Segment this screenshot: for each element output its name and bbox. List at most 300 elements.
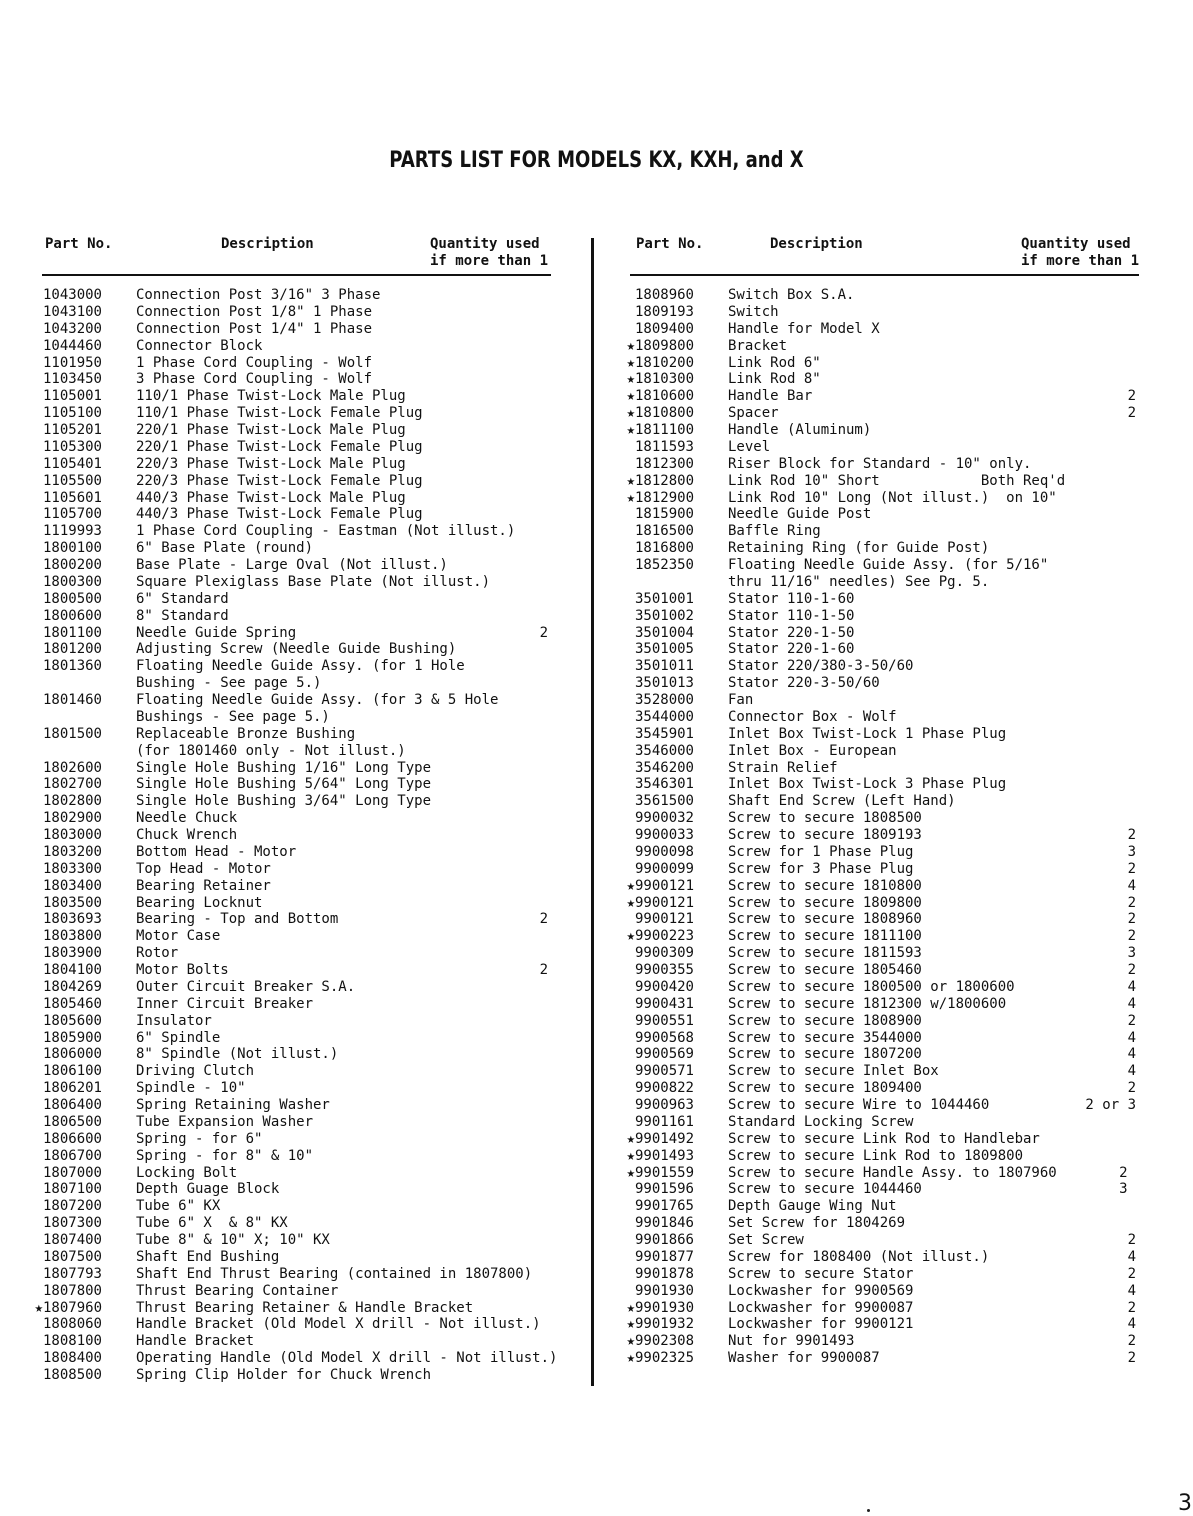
part-number: 1043200: [42, 320, 102, 337]
part-quantity: 2: [1127, 911, 1136, 928]
table-row: [618, 1232, 1148, 1249]
part-quantity: 4: [1127, 1316, 1136, 1333]
table-row: [28, 490, 558, 507]
part-description: Connector Block: [136, 337, 263, 354]
header-part-no: Part No.: [45, 236, 113, 252]
part-number: ★9900121: [626, 894, 694, 911]
part-description: Screw for 1808400 (Not illust.): [728, 1248, 990, 1265]
part-description: Driving Clutch: [136, 1063, 255, 1080]
part-description: Screw to secure Link Rod to 1809800: [728, 1147, 1024, 1164]
part-quantity: 3: [1127, 843, 1136, 860]
table-row: [618, 895, 1148, 912]
part-number: 3501011: [634, 658, 694, 675]
table-row: [28, 287, 558, 304]
table-row: [28, 1165, 558, 1182]
part-description: 110/1 Phase Twist-Lock Female Plug: [136, 405, 423, 422]
table-row: [28, 658, 558, 675]
part-quantity: 2: [1127, 928, 1136, 945]
part-description: Standard Locking Screw: [728, 1113, 914, 1130]
table-row: [618, 844, 1148, 861]
part-quantity: 2: [1127, 405, 1136, 422]
part-number: 1815900: [634, 506, 694, 523]
table-row: [618, 1080, 1148, 1097]
part-description: Washer for 9900087: [728, 1350, 880, 1367]
part-description: Link Rod 8": [728, 371, 821, 388]
part-number: 9900568: [634, 1029, 694, 1046]
part-description: Screw to secure 1811100: [728, 928, 922, 945]
part-number: 1808100: [42, 1333, 102, 1350]
table-row: [618, 1148, 1148, 1165]
table-row: [618, 405, 1148, 422]
part-number: 1803900: [42, 945, 102, 962]
part-number: 1803400: [42, 877, 102, 894]
part-quantity: 4: [1127, 1282, 1136, 1299]
table-row: [28, 1215, 558, 1232]
part-description: Handle Bar: [728, 388, 813, 405]
part-description: 6" Spindle: [136, 1029, 221, 1046]
part-description: Handle (Aluminum): [728, 422, 872, 438]
table-row: [618, 540, 1148, 557]
table-row: [28, 810, 558, 827]
table-row: [28, 878, 558, 895]
part-description: 1 Phase Cord Coupling - Wolf: [136, 354, 373, 371]
table-row: [28, 1181, 558, 1198]
part-number: 3501004: [634, 624, 694, 641]
part-description: Lockwasher for 9900569: [728, 1282, 914, 1299]
part-description: 1 Phase Cord Coupling - Eastman (Not illust.): [136, 523, 516, 540]
part-number: 9900569: [634, 1046, 694, 1063]
table-row: [28, 861, 558, 878]
part-number: 9900098: [634, 843, 694, 860]
part-description: Top Head - Motor: [136, 860, 271, 877]
table-row: [28, 776, 558, 793]
part-number: 3501002: [634, 607, 694, 624]
part-number: 1852350: [634, 557, 694, 573]
part-description: Thrust Bearing Container: [136, 1282, 339, 1299]
part-number: 1800300: [42, 573, 102, 590]
part-quantity: 2: [1127, 1333, 1136, 1350]
part-description: Tube 8" & 10" X; 10" KX: [136, 1232, 330, 1248]
table-row: [618, 1283, 1148, 1300]
part-number: ★1812900: [626, 489, 694, 506]
part-description: Screw to secure 1805460: [728, 962, 922, 978]
part-number: ★1807960: [34, 1299, 102, 1316]
part-number: ★1810600: [626, 388, 694, 405]
table-row: [618, 523, 1148, 540]
part-description: Floating Needle Guide Assy. (for 5/16": [728, 557, 1049, 573]
part-description: Level: [728, 438, 771, 455]
part-number: 1806201: [42, 1080, 102, 1097]
part-description: Tube 6" KX: [136, 1198, 221, 1215]
part-number: 1806000: [42, 1046, 102, 1063]
part-number: ★9901559: [626, 1164, 694, 1181]
table-row: [618, 321, 1148, 338]
part-number: 1808500: [42, 1367, 102, 1383]
header-rule: [630, 274, 1139, 276]
part-description: Nut for 9901493: [728, 1333, 855, 1350]
part-number: 1800100: [42, 540, 102, 557]
table-row: [28, 1030, 558, 1047]
part-number: 1805460: [42, 995, 102, 1012]
part-number: 1801500: [42, 725, 102, 742]
table-row: [28, 726, 558, 743]
part-description: Tube Expansion Washer: [136, 1113, 314, 1130]
part-number: 1801100: [42, 624, 102, 641]
part-description: Needle Chuck: [136, 810, 238, 827]
part-description: Connection Post 3/16" 3 Phase: [136, 287, 381, 303]
table-row: [618, 1300, 1148, 1317]
part-description: Handle for Model X: [728, 320, 880, 337]
table-row: [618, 422, 1148, 439]
part-description: 220/1 Phase Twist-Lock Male Plug: [136, 422, 406, 438]
part-description: Fan: [728, 692, 754, 708]
part-description: Needle Guide Spring: [136, 624, 297, 641]
part-description: Link Rod 10" Long (Not illust.) on 10": [728, 489, 1057, 506]
part-quantity: 4: [1127, 1029, 1136, 1046]
part-description: Outer Circuit Breaker S.A.: [136, 978, 356, 995]
part-description: Adjusting Screw (Needle Guide Bushing): [136, 641, 457, 658]
part-number: 9900099: [634, 860, 694, 877]
part-number: 1811593: [634, 438, 694, 455]
table-row: [618, 1249, 1148, 1266]
table-row: [618, 287, 1148, 304]
part-description: Insulator: [136, 1012, 212, 1029]
part-description: Shaft End Bushing: [136, 1248, 280, 1265]
table-row: [28, 844, 558, 861]
part-description: Connector Box - Wolf: [728, 708, 897, 725]
table-row: [28, 523, 558, 540]
part-description: Bracket: [728, 337, 788, 354]
table-row: [618, 473, 1148, 490]
part-number: 1801360: [42, 658, 102, 675]
part-number: 1807793: [42, 1265, 102, 1282]
table-row: [28, 1316, 558, 1333]
part-quantity: 2: [1127, 860, 1136, 877]
part-number: ★1812800: [626, 472, 694, 489]
table-row: [618, 304, 1148, 321]
table-row: [28, 945, 558, 962]
part-number: 1807200: [42, 1198, 102, 1215]
part-number: 3546200: [634, 759, 694, 776]
table-row: [28, 979, 558, 996]
part-number: ★1810200: [626, 354, 694, 371]
table-row: [28, 608, 558, 625]
part-description: Screw for 3 Phase Plug: [728, 860, 914, 877]
part-quantity: 4: [1127, 1063, 1136, 1080]
part-description: Retaining Ring (for Guide Post): [728, 540, 990, 557]
part-description: Set Screw: [728, 1232, 804, 1248]
table-row: [618, 658, 1148, 675]
part-number: 9901877: [634, 1248, 694, 1265]
part-description: Lockwasher for 9900121: [728, 1316, 914, 1333]
part-number: 1105201: [42, 422, 102, 438]
part-number: 1809193: [634, 303, 694, 320]
part-description: Shaft End Screw (Left Hand): [728, 793, 956, 810]
part-quantity: 4: [1127, 1046, 1136, 1063]
part-number: 1801460: [42, 692, 102, 708]
part-description: Screw to secure 1800500 or 1800600: [728, 978, 1015, 995]
part-number: 9900355: [634, 962, 694, 978]
part-number: 3546000: [634, 742, 694, 759]
table-row: [28, 743, 558, 760]
part-quantity: 2: [1127, 1299, 1136, 1316]
table-row: [28, 793, 558, 810]
part-number: 1802900: [42, 810, 102, 827]
part-number: 1807100: [42, 1181, 102, 1198]
table-row: [28, 591, 558, 608]
part-quantity: 3: [1119, 1181, 1136, 1198]
part-description: Stator 220-3-50/60: [728, 675, 880, 692]
table-row: [618, 625, 1148, 642]
table-row: [28, 456, 558, 473]
stray-dot: [867, 1509, 870, 1512]
part-number: 1806600: [42, 1130, 102, 1147]
part-quantity: 2 or 3: [1085, 1097, 1136, 1113]
part-description: 8" Spindle (Not illust.): [136, 1046, 339, 1063]
part-description: Single Hole Bushing 5/64" Long Type: [136, 776, 432, 793]
part-number: ★1810800: [626, 405, 694, 422]
part-description: Spring - for 6": [136, 1130, 263, 1147]
part-description: Screw to secure 1807200: [728, 1046, 922, 1063]
table-row: [28, 405, 558, 422]
part-number: ★1810300: [626, 371, 694, 388]
part-number: 9900032: [634, 810, 694, 827]
part-quantity: 4: [1127, 1248, 1136, 1265]
table-row: [618, 928, 1148, 945]
part-description: Bearing Locknut: [136, 894, 263, 911]
parts-list-right: [618, 287, 1148, 1367]
table-row: [28, 1283, 558, 1300]
part-number: 9900121: [634, 911, 694, 928]
table-row: [28, 304, 558, 321]
table-row: [618, 439, 1148, 456]
table-row: [28, 996, 558, 1013]
part-description: Depth Guage Block: [136, 1181, 280, 1198]
table-row: [28, 675, 558, 692]
table-row: [28, 321, 558, 338]
table-row: [28, 506, 558, 523]
part-description: 220/3 Phase Twist-Lock Male Plug: [136, 455, 406, 472]
table-row: [28, 911, 558, 928]
parts-column-right: [618, 236, 1148, 1367]
part-number: ★9901932: [626, 1316, 694, 1333]
header-quantity: Quantity used if more than 1: [1021, 236, 1140, 269]
part-number: 1812300: [634, 455, 694, 472]
part-number: 3501001: [634, 590, 694, 607]
part-description: Screw to secure 1809800: [728, 894, 922, 911]
part-description: Screw to secure 1044460: [728, 1181, 922, 1198]
table-row: [618, 371, 1148, 388]
table-row: [618, 574, 1148, 591]
table-row: [618, 591, 1148, 608]
part-number: 9901161: [634, 1113, 694, 1130]
part-description: Screw to secure 1810800: [728, 877, 922, 894]
table-row: [618, 675, 1148, 692]
part-number: 1809400: [634, 320, 694, 337]
part-number: 1806700: [42, 1147, 102, 1164]
part-description: (for 1801460 only - Not illust.): [136, 742, 406, 759]
part-description: Chuck Wrench: [136, 827, 238, 843]
table-row: [28, 827, 558, 844]
table-row: [28, 1080, 558, 1097]
part-description: 110/1 Phase Twist-Lock Male Plug: [136, 388, 406, 405]
part-description: Spacer: [728, 405, 779, 422]
table-row: [618, 1063, 1148, 1080]
table-row: [618, 1266, 1148, 1283]
part-description: Stator 110-1-50: [728, 607, 855, 624]
part-quantity: 2: [1127, 388, 1136, 405]
column-header: [28, 236, 558, 272]
part-number: 9901878: [634, 1265, 694, 1282]
part-quantity: 2: [1127, 1012, 1136, 1029]
part-description: Inlet Box - European: [728, 742, 897, 759]
table-row: [28, 1131, 558, 1148]
table-row: [28, 1046, 558, 1063]
part-number: 9901930: [634, 1282, 694, 1299]
part-number: 1806400: [42, 1097, 102, 1113]
table-row: [618, 776, 1148, 793]
part-number: 3501005: [634, 641, 694, 658]
part-number: 9901866: [634, 1232, 694, 1248]
part-description: Spring Retaining Washer: [136, 1097, 330, 1113]
part-quantity: 4: [1127, 995, 1136, 1012]
table-row: [618, 726, 1148, 743]
part-number: ★9900223: [626, 928, 694, 945]
part-number: ★9901493: [626, 1147, 694, 1164]
part-description: Screw to secure 1808900: [728, 1012, 922, 1029]
table-row: [28, 1013, 558, 1030]
header-description: Description: [221, 236, 314, 252]
part-description: Single Hole Bushing 3/64" Long Type: [136, 793, 432, 810]
part-number: 1806500: [42, 1113, 102, 1130]
part-number: 1802800: [42, 793, 102, 810]
table-row: [28, 1300, 558, 1317]
table-row: [618, 1165, 1148, 1182]
table-row: [618, 810, 1148, 827]
part-description: Depth Gauge Wing Nut: [728, 1198, 897, 1215]
header-description: Description: [770, 236, 863, 252]
part-description: Operating Handle (Old Model X drill - Not illust.): [136, 1350, 558, 1367]
table-row: [28, 895, 558, 912]
part-number: 3501013: [634, 675, 694, 692]
part-description: Screw to secure 3544000: [728, 1029, 922, 1046]
part-number: 1105401: [42, 455, 102, 472]
part-description: Shaft End Thrust Bearing (contained in 1807800): [136, 1265, 533, 1282]
part-quantity: 2: [1127, 827, 1136, 843]
table-row: [28, 1148, 558, 1165]
table-row: [618, 996, 1148, 1013]
part-description: Stator 110-1-60: [728, 590, 855, 607]
part-number: 9900551: [634, 1012, 694, 1029]
part-number: 1105100: [42, 405, 102, 422]
part-number: ★1809800: [626, 337, 694, 354]
part-number: ★1811100: [626, 422, 694, 438]
part-number: 9900420: [634, 978, 694, 995]
table-row: [618, 1333, 1148, 1350]
part-description: Switch Box S.A.: [728, 287, 855, 303]
part-description: Link Rod 10" Short Both Req'd: [728, 472, 1066, 489]
table-row: [28, 439, 558, 456]
part-quantity: 2: [539, 911, 548, 928]
part-number: ★9901930: [626, 1299, 694, 1316]
part-description: Spring - for 8" & 10": [136, 1147, 314, 1164]
part-number: 1807400: [42, 1232, 102, 1248]
part-description: 220/1 Phase Twist-Lock Female Plug: [136, 438, 423, 455]
part-number: 1801200: [42, 641, 102, 658]
parts-column-left: [28, 236, 558, 1383]
part-number: 1800600: [42, 607, 102, 624]
part-quantity: 2: [1127, 894, 1136, 911]
part-description: Screw to secure 1811593: [728, 945, 922, 962]
part-description: Riser Block for Standard - 10" only.: [728, 455, 1032, 472]
part-number: 1044460: [42, 337, 102, 354]
part-number: 1805900: [42, 1029, 102, 1046]
table-row: [618, 641, 1148, 658]
part-description: Screw to secure Handle Assy. to 1807960: [728, 1164, 1057, 1181]
table-row: [28, 1333, 558, 1350]
table-row: [28, 371, 558, 388]
part-number: 9901596: [634, 1181, 694, 1198]
part-number: 1802700: [42, 776, 102, 793]
parts-list-left: [28, 287, 558, 1384]
table-row: [618, 1350, 1148, 1367]
part-number: 1804100: [42, 962, 102, 978]
table-row: [618, 911, 1148, 928]
table-row: [28, 1249, 558, 1266]
part-number: 1803693: [42, 911, 102, 928]
part-number: 9900309: [634, 945, 694, 962]
column-divider: [591, 238, 594, 1386]
table-row: [28, 760, 558, 777]
table-row: [618, 962, 1148, 979]
part-description: Screw to secure 1808500: [728, 810, 922, 827]
part-description: Screw to secure Wire to 1044460: [728, 1097, 990, 1113]
part-description: Stator 220-1-50: [728, 624, 855, 641]
part-number: 9900571: [634, 1063, 694, 1080]
part-description: Bushing - See page 5.): [136, 675, 322, 692]
table-row: [28, 625, 558, 642]
part-description: Inlet Box Twist-Lock 3 Phase Plug: [728, 776, 1007, 793]
table-row: [618, 1316, 1148, 1333]
part-description: Screw to secure 1809400: [728, 1080, 922, 1097]
part-number: 1816500: [634, 523, 694, 540]
table-row: [618, 355, 1148, 372]
part-number: 1800500: [42, 590, 102, 607]
part-description: Switch: [728, 303, 779, 320]
table-row: [618, 506, 1148, 523]
part-description: Needle Guide Post: [728, 506, 872, 523]
part-number: 1803200: [42, 843, 102, 860]
table-row: [618, 979, 1148, 996]
part-quantity: 4: [1127, 877, 1136, 894]
part-description: Tube 6" X & 8" KX: [136, 1215, 288, 1232]
table-row: [618, 760, 1148, 777]
header-part-no: Part No.: [636, 236, 704, 252]
table-row: [28, 709, 558, 726]
part-description: Locking Bolt: [136, 1164, 238, 1181]
part-description: Screw to secure Inlet Box: [728, 1063, 939, 1080]
part-quantity: 2: [1119, 1164, 1136, 1181]
table-row: [28, 557, 558, 574]
part-number: 1808960: [634, 287, 694, 303]
part-number: 9900431: [634, 995, 694, 1012]
part-description: Stator 220-1-60: [728, 641, 855, 658]
table-row: [28, 422, 558, 439]
table-row: [618, 1046, 1148, 1063]
column-header: [618, 236, 1148, 272]
table-row: [28, 540, 558, 557]
part-description: Bushings - See page 5.): [136, 708, 330, 725]
